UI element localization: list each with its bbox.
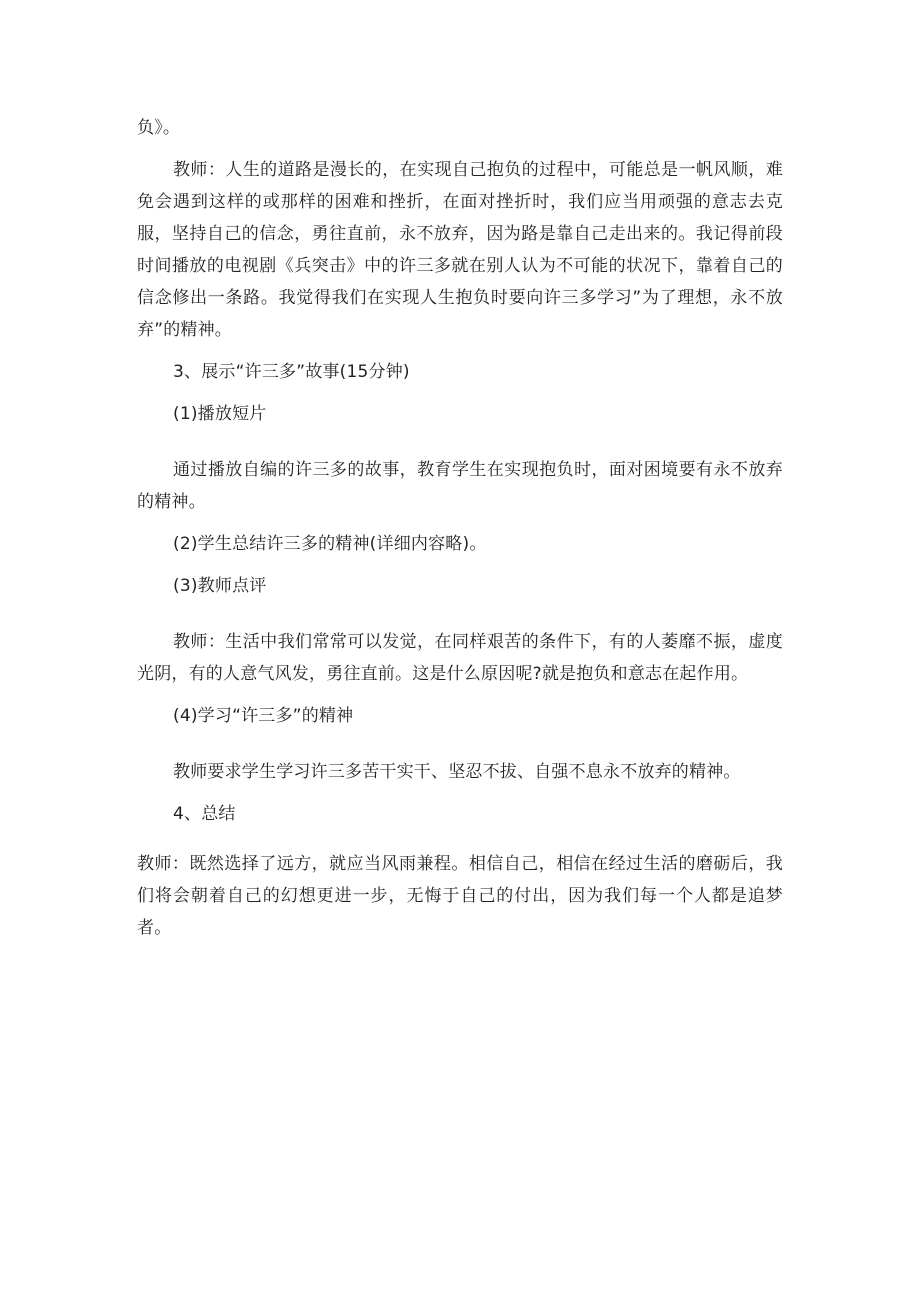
document-body: [137, 112, 783, 944]
paragraph-learn-spirit: 教师要求学生学习许三多苦干实干、坚忍不拔、自强不息永不放弃的精神。: [173, 762, 741, 782]
step-heading-4: (4)学习“许三多”的精神: [173, 706, 354, 726]
step-heading-3: (3)教师点评: [173, 576, 267, 596]
paragraph-play-video: 通过播放自编的许三多的故事，教育学生在实现抱负时，面对困境要有永不放弃的精神。: [137, 460, 783, 512]
paragraph-teacher-comment: 教师：生活中我们常常可以发觉，在同样艰苦的条件下，有的人萎靡不振，虚度光阴，有的人意气风发，勇往直前。这是什么原因呢?就是抱负和意志在起作用。: [137, 632, 783, 684]
paragraph-teacher-perseverance: 教师：人生的道路是漫长的，在实现自己抱负的过程中，可能总是一帆风顺，难免会遇到这样的或那样的困难和挫折，在面对挫折时，我们应当用顽强的意志去克服，坚持自己的信念，勇往直前，永不放弃，因为路是靠自己走出来的。我记得前段时间播放的电视剧《兵突击》中的许三多就在别人认为不可能的状况下，靠着自己的信念修出一条路。我觉得我们在实现人生抱负时要向许三多学习”为了理想，永不放弃”的精神。: [137, 160, 783, 340]
paragraph-continuation: 负》。: [137, 118, 181, 138]
paragraph-summary: 教师：既然选择了远方，就应当风雨兼程。相信自己，相信在经过生活的磨砺后，我们将会朝着自己的幻想更进一步，无悔于自己的付出，因为我们每一个人都是追梦者。: [137, 854, 783, 938]
section-heading-3: 3、展示“许三多”故事(15分钟): [173, 362, 410, 382]
step-heading-1: (1)播放短片: [173, 404, 267, 424]
step-heading-2: (2)学生总结许三多的精神(详细内容略)。: [173, 534, 487, 554]
section-heading-4: 4、总结: [173, 804, 236, 824]
